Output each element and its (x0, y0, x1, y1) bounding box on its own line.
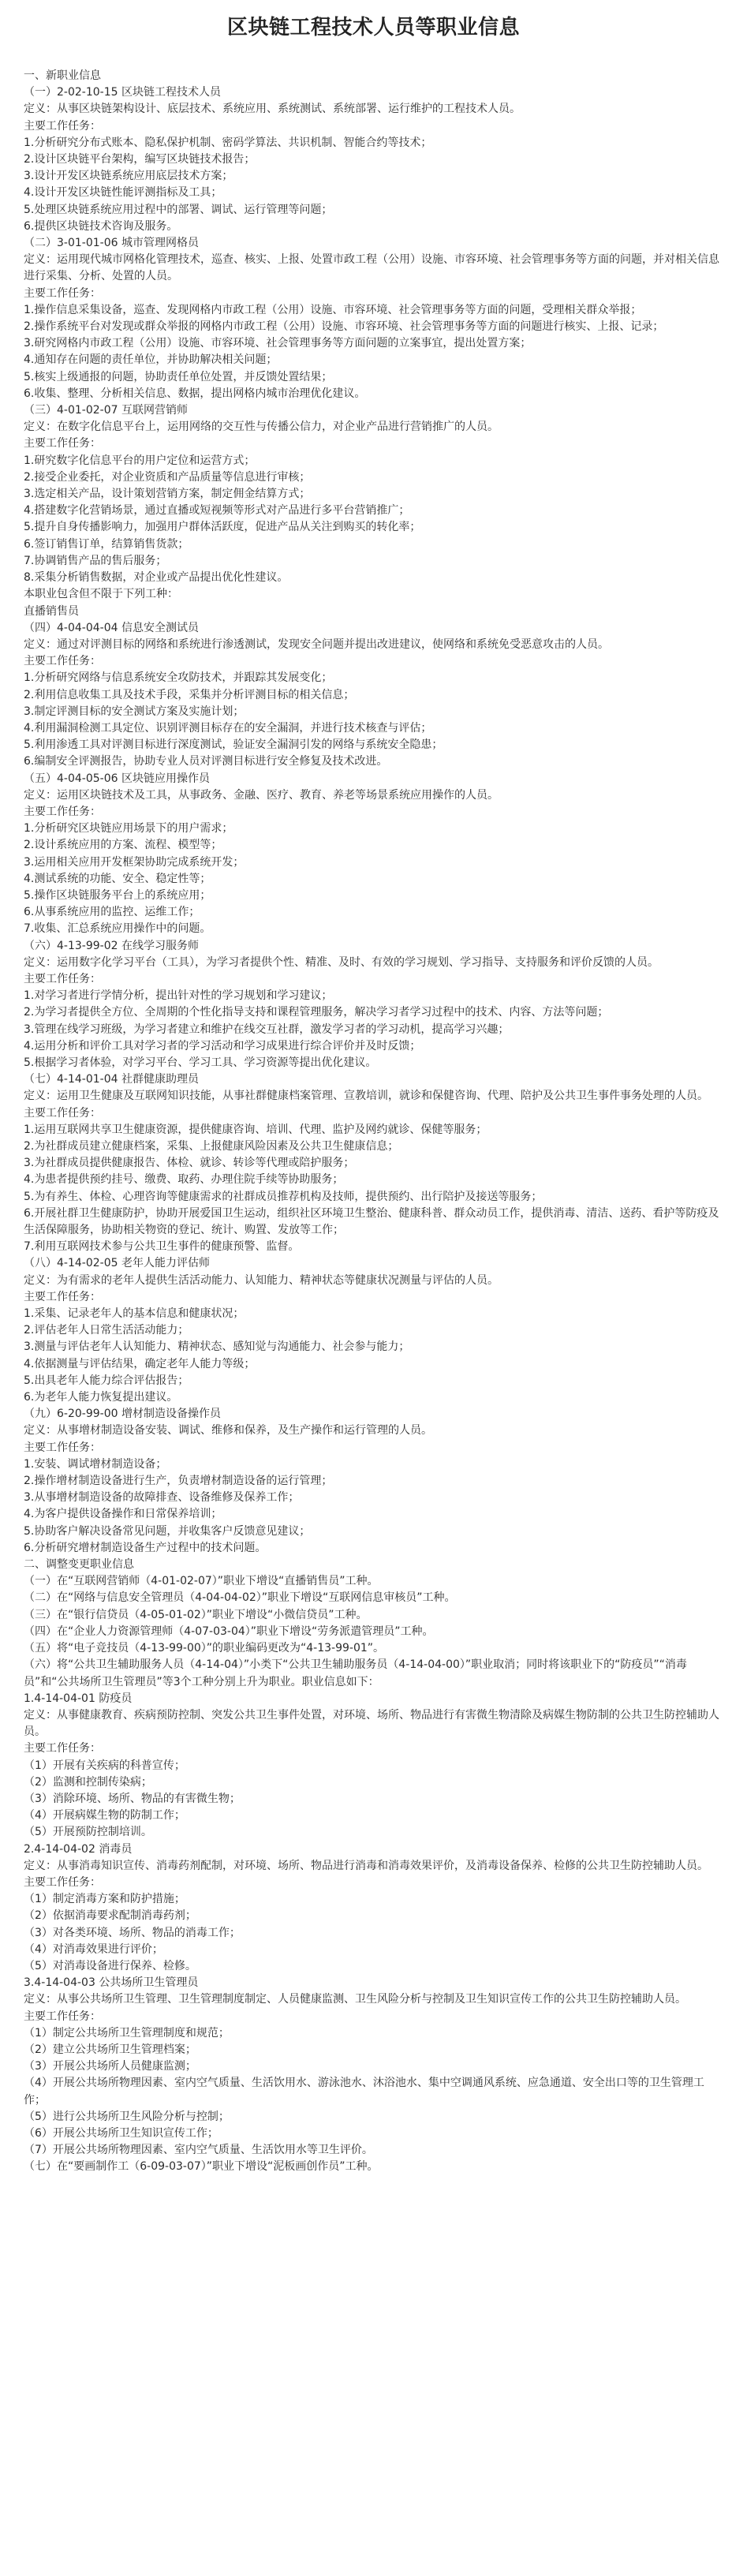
text-line: （五）4-04-05-06 区块链应用操作员 (24, 772, 210, 785)
text-line: 3.选定相关产品，设计策划营销方案，制定佣金结算方式； (24, 488, 311, 501)
text-line: 5.协助客户解决设备常见问题，并收集客户反馈意见建议； (24, 1524, 311, 1538)
text-line: 主要工作任务： (24, 1742, 101, 1755)
text-line: 4.通知存在问题的责任单位，并协助解决相关问题； (24, 353, 278, 367)
text-line: 定义：在数字化信息平台上，运用网络的交互性与传播公信力，对企业产品进行营销推广的人员。 (24, 421, 499, 434)
text-line: 定义：通过对评测目标的网络和系统进行渗透测试，发现安全问题并提出改进建议，使网络和系统免受恶意攻击的人员。 (24, 637, 609, 651)
text-line: 7.收集、汇总系统应用操作中的问题。 (24, 922, 211, 936)
text-line: 主要工作任务： (24, 1106, 101, 1120)
text-line: （八）4-14-02-05 老年人能力评估师 (24, 1257, 210, 1270)
text-line: 2.为学习者提供全方位、全周期的个性化指导支持和课程管理服务，解决学习者学习过程中的技术、内容、方法等问题； (24, 1006, 609, 1019)
text-line: 1.对学习者进行学情分析，提出针对性的学习规划和学习建议； (24, 989, 333, 1003)
text-line: 3.研究网格内市政工程（公用）设施、市容环境、社会管理事务等方面问题的立案事宜，提出处置方案； (24, 337, 532, 350)
text-line: 3.4-14-04-03 公共场所卫生管理员 (24, 1976, 199, 1990)
text-line: 5.利用渗透工具对评测目标进行深度测试，验证安全漏洞引发的网络与系统安全隐患； (24, 738, 443, 752)
text-line: 5.出具老年人能力综合评估报告； (24, 1374, 189, 1387)
text-line: （九）6-20-99-00 增材制造设备操作员 (24, 1408, 221, 1421)
text-line: 1.操作信息采集设备，巡查、发现网格内市政工程（公用）设施、市容环境、社会管理事务等方面的问题，受理相关群众举报； (24, 303, 642, 316)
text-line: 1.分析研究区块链应用场景下的用户需求； (24, 822, 233, 836)
text-line: （1）制定公共场所卫生管理制度和规范； (24, 2026, 230, 2039)
text-line: （4）开展公共场所物理因素、室内空气质量、生活饮用水、游泳池水、沐浴池水、集中空调通风系统、应急通道、安全出口等的卫生管理工作； (24, 2077, 704, 2107)
text-line: 3.为社群成员提供健康报告、体检、就诊、转诊等代理或陪护服务； (24, 1157, 355, 1170)
text-line: 主要工作任务： (24, 972, 101, 985)
text-line: 2.评估老年人日常生活活动能力； (24, 1324, 189, 1337)
text-line: 2.设计系统应用的方案、流程、模型等； (24, 839, 222, 852)
text-line: （四）在“企业人力资源管理师（4-07-03-04）”职业下增设“劳务派遣管理员”工种。 (24, 1624, 434, 1638)
text-line: 5.操作区块链服务平台上的系统应用； (24, 888, 211, 902)
text-line: （4）对消毒效果进行评价； (24, 1942, 163, 1956)
text-line: 6.开展社群卫生健康防护，协助开展爱国卫生运动，组织社区环境卫生整治、健康科普、群众动员工作，提供消毒、清洁、送药、看护等防疫及生活保障服务，协助相关物资的登记、统计、购置、发放等工作； (24, 1206, 719, 1237)
text-line: （一）2-02-10-15 区块链工程技术人员 (24, 86, 221, 99)
text-line: 5.根据学习者体验，对学习平台、学习工具、学习资源等提出优化建议。 (24, 1056, 377, 1069)
text-line: 定义：从事消毒知识宣传、消毒药剂配制，对环境、场所、物品进行消毒和消毒效果评价，及消毒设备保养、检修的公共卫生防控辅助人员。 (24, 1859, 708, 1872)
text-line: （四）4-04-04-04 信息安全测试员 (24, 621, 199, 634)
text-line: 3.管理在线学习班级，为学习者建立和维护在线交互社群，激发学习者的学习动机，提高学习兴趣； (24, 1023, 510, 1036)
text-line: （3）消除环境、场所、物品的有害微生物； (24, 1792, 241, 1805)
text-line: 主要工作任务： (24, 437, 101, 451)
text-line: 2.为社群成员建立健康档案，采集、上报健康风险因素及公共卫生健康信息； (24, 1140, 399, 1153)
text-line: （5）进行公共场所卫生风险分析与控制； (24, 2110, 230, 2123)
text-line: 4.为患者提供预约挂号、缴费、取药、办理住院手续等协助服务； (24, 1173, 344, 1187)
text-line: （三）在“银行信贷员（4-05-01-02）”职业下增设“小微信贷员”工种。 (24, 1608, 368, 1621)
text-line: 定义：运用数字化学习平台（工具），为学习者提供个性、精准、及时、有效的学习规划、学习指导、支持服务和评价反馈的人员。 (24, 955, 659, 969)
text-line: 直播销售员 (24, 604, 79, 618)
text-line: 4.运用分析和评价工具对学习者的学习活动和学习成果进行综合评价并及时反馈； (24, 1039, 421, 1052)
text-line: 5.提升自身传播影响力，加强用户群体活跃度，促进产品从关注到购买的转化率； (24, 521, 421, 534)
text-line: （1）制定消毒方案和防护措施； (24, 1893, 185, 1906)
text-line: 定义：从事健康教育、疾病预防控制、突发公共卫生事件处置，对环境、场所、物品进行有害微生物清除及病媒生物防制的公共卫生防控辅助人员。 (24, 1708, 719, 1739)
text-line: 2.操作系统平台对发现或群众举报的网格内市政工程（公用）设施、市容环境、社会管理事务等方面的问题进行核实、上报、记录； (24, 320, 664, 334)
text-line: （二）3-01-01-06 城市管理网格员 (24, 237, 199, 250)
page-title: 区块链工程技术人员等职业信息 (226, 16, 520, 39)
text-line: 1.分析研究网络与信息系统安全攻防技术，并跟踪其发展变化； (24, 671, 333, 685)
text-line: （4）开展病媒生物的防制工作； (24, 1809, 185, 1823)
text-line: 主要工作任务： (24, 2010, 101, 2023)
text-line: （六）4-13-99-02 在线学习服务师 (24, 939, 199, 952)
text-line: 3.制定评测目标的安全测试方案及实施计划； (24, 705, 245, 718)
text-line: 主要工作任务： (24, 1875, 101, 1889)
text-line: （5）对消毒设备进行保养、检修。 (24, 1959, 196, 1972)
text-line: （1）开展有关疾病的科普宣传； (24, 1759, 185, 1772)
text-line: 定义：从事公共场所卫生管理、卫生管理制度制定、人员健康监测、卫生风险分析与控制及卫生知识宣传工作的公共卫生防控辅助人员。 (24, 1993, 686, 2006)
text-line: （一）在“互联网营销师（4-01-02-07）”职业下增设“直播销售员”工种。 (24, 1575, 379, 1588)
text-line: 3.运用相关应用开发框架协助完成系统开发； (24, 855, 245, 869)
text-line: 1.4-14-04-01 防疫员 (24, 1692, 133, 1705)
text-line: 主要工作任务： (24, 119, 101, 133)
text-line: 8.采集分析销售数据，对企业或产品提出优化性建议。 (24, 571, 289, 585)
text-line: 二、调整变更职业信息 (24, 1558, 134, 1572)
text-line: （二）在“网络与信息安全管理员（4-04-04-02）”职业下增设“互联网信息审核员”工种。 (24, 1591, 456, 1605)
text-line: 4.为客户提供设备操作和日常保养培训； (24, 1508, 222, 1521)
text-line: 4.测试系统的功能、安全、稳定性等； (24, 872, 211, 885)
text-line: 4.设计开发区块链性能评测指标及工具； (24, 186, 222, 200)
text-line: （2）依据消毒要求配制消毒药剂； (24, 1909, 196, 1923)
text-line: 6.从事系统应用的监控、运维工作； (24, 906, 200, 919)
text-line: 主要工作任务： (24, 286, 101, 300)
text-line: 5.处理区块链系统应用过程中的部署、调试、运行管理等问题； (24, 203, 333, 216)
text-line: 定义：从事区块链架构设计、底层技术、系统应用、系统测试、系统部署、运行维护的工程技术人员。 (24, 103, 521, 116)
text-line: （七）在“要画制作工（6-09-03-07）”职业下增设“泥板画创作员”工种。 (24, 2160, 379, 2174)
text-line: 1.安装、调试增材制造设备； (24, 1457, 167, 1471)
text-line: 6.分析研究增材制造设备生产过程中的技术问题。 (24, 1541, 267, 1554)
text-line: 6.收集、整理、分析相关信息、数据，提出网格内城市治理优化建议。 (24, 387, 366, 400)
text-line: 定义：运用区块链技术及工具，从事政务、金融、医疗、教育、养老等场景系统应用操作的人员。 (24, 788, 499, 802)
text-line: （2）监测和控制传染病； (24, 1775, 152, 1789)
text-line: （7）开展公共场所物理因素、室内空气质量、生活饮用水等卫生评价。 (24, 2144, 373, 2157)
text-line: 主要工作任务： (24, 1290, 101, 1303)
text-line: 2.接受企业委托，对企业资质和产品质量等信息进行审核； (24, 470, 311, 484)
text-line: （三）4-01-02-07 互联网营销师 (24, 404, 188, 417)
text-line: 6.提供区块链技术咨询及服务。 (24, 219, 178, 233)
text-line: 4.利用漏洞检测工具定位、识别评测目标存在的安全漏洞，并进行技术核查与评估； (24, 721, 432, 735)
text-line: 5.核实上级通报的问题，协助责任单位处置，并反馈处置结果； (24, 370, 333, 383)
text-line: （2）建立公共场所卫生管理档案； (24, 2043, 196, 2056)
text-line: 2.利用信息收集工具及技术手段，采集并分析评测目标的相关信息； (24, 688, 355, 701)
text-line: 定义：为有需求的老年人提供生活活动能力、认知能力、精神状态等健康状况测量与评估的人员。 (24, 1273, 499, 1287)
text-line: 定义：运用现代城市网格化管理技术，巡查、核实、上报、处置市政工程（公用）设施、市容环境、社会管理事务等方面的问题，并对相关信息进行采集、分析、处置的人员。 (24, 253, 719, 283)
text-line: （6）开展公共场所卫生知识宣传工作； (24, 2126, 218, 2140)
text-line: 本职业包含但不限于下列工种： (24, 588, 178, 601)
text-line: 一、新职业信息 (24, 69, 101, 82)
text-line: （3）对各类环境、场所、物品的消毒工作； (24, 1926, 241, 1939)
text-line: （七）4-14-01-04 社群健康助理员 (24, 1073, 199, 1086)
text-line: 主要工作任务： (24, 655, 101, 668)
text-line: （5）开展预防控制培训。 (24, 1826, 152, 1839)
text-line: 3.测量与评估老年人认知能力、精神状态、感知觉与沟通能力、社会参与能力； (24, 1340, 410, 1354)
text-line: 2.操作增材制造设备进行生产，负责增材制造设备的运行管理； (24, 1475, 333, 1488)
text-line: 3.设计开发区块链系统应用底层技术方案； (24, 170, 233, 183)
text-line: 1.运用互联网共享卫生健康资源，提供健康咨询、培训、代理、监护及网约就诊、保健等服务； (24, 1123, 487, 1136)
text-line: 4.搭建数字化营销场景，通过直播或短视频等形式对产品进行多平台营销推广； (24, 504, 410, 518)
text-line: 1.采集、记录老年人的基本信息和健康状况； (24, 1307, 245, 1321)
text-line: 1.研究数字化信息平台的用户定位和运营方式； (24, 454, 256, 467)
text-line: 定义：从事增材制造设备安装、调试、维修和保养，及生产操作和运行管理的人员。 (24, 1424, 432, 1438)
text-line: 6.编制安全评测报告，协助专业人员对评测目标进行安全修复及技术改进。 (24, 755, 388, 768)
text-line: 5.为有养生、体检、心理咨询等健康需求的社群成员推荐机构及技师，提供预约、出行陪护及接送等服务； (24, 1190, 543, 1203)
text-line: 主要工作任务： (24, 805, 101, 818)
text-line: 3.从事增材制造设备的故障排查、设备维修及保养工作； (24, 1491, 300, 1505)
text-line: （六）将“公共卫生辅助服务人员（4-14-04）”小类下“公共卫生辅助服务员（4-14-04-00）”职业取消；同时将该职业下的“防疫员”“消毒员”和“公共场所卫生管理员”等3个工种分别上升为职业。职业信息如下： (24, 1658, 687, 1688)
document-body (24, 68, 723, 2176)
text-line: 4.依据测量与评估结果，确定老年人能力等级； (24, 1357, 256, 1370)
text-line: 2.4-14-04-02 消毒员 (24, 1842, 133, 1856)
text-line: 6.为老年人能力恢复提出建议。 (24, 1391, 178, 1404)
text-line: 1.分析研究分布式账本、隐私保护机制、密码学算法、共识机制、智能合约等技术； (24, 136, 432, 149)
text-line: 定义：运用卫生健康及互联网知识技能，从事社群健康档案管理、宣教培训，就诊和保健咨询、代理、陪护及公共卫生事件事务处理的人员。 (24, 1090, 708, 1103)
text-line: 6.签订销售订单，结算销售货款； (24, 537, 189, 551)
text-line: （3）开展公共场所人员健康监测； (24, 2060, 196, 2073)
text-line: 2.设计区块链平台架构，编写区块链技术报告； (24, 153, 256, 166)
text-line: 7.协调销售产品的售后服务； (24, 554, 167, 567)
text-line: 主要工作任务： (24, 1441, 101, 1454)
text-line: （五）将“电子竞技员（4-13-99-00）”的职业编码更改为“4-13-99-01”。 (24, 1642, 385, 1655)
text-line: 7.利用互联网技术参与公共卫生事件的健康预警、监督。 (24, 1240, 300, 1254)
